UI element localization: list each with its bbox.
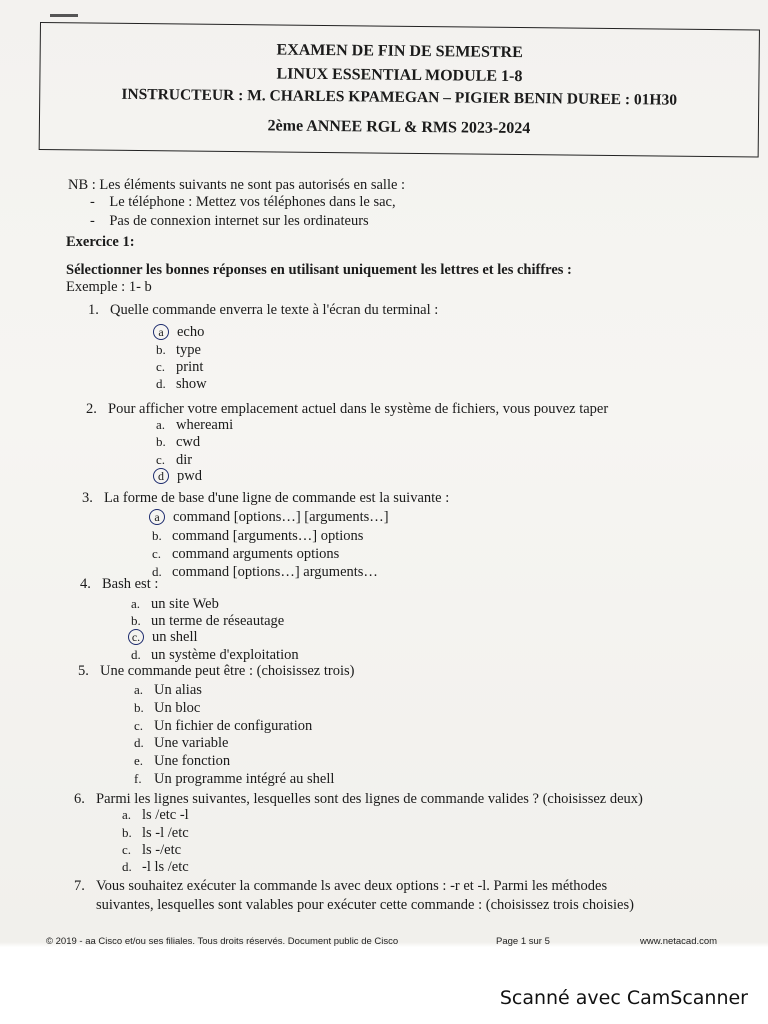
answer-option [122,858,189,876]
option-text: show [176,376,207,392]
option-letter: c. [156,359,166,374]
answer-option [152,563,378,581]
option-letter: a. [156,417,166,432]
question-1 [88,302,438,319]
answer-option [134,734,228,752]
option-text: command [options…] arguments… [172,564,378,580]
answer-option [152,527,363,545]
option-text: Un programme intégré au shell [154,771,335,787]
option-letter: c. [152,546,162,561]
option-text: ls -l /etc [142,825,189,841]
answer-option [156,324,204,341]
circled-answer-letter: a [149,509,165,525]
option-text: whereami [176,417,234,433]
option-letter: a. [122,807,132,822]
header-title: EXAMEN DE FIN DE SEMESTRE [276,41,523,62]
option-letter: c. [122,842,132,857]
option-letter: b. [156,342,166,357]
footer-page-number: Page 1 sur 5 [496,936,550,947]
answer-option [131,646,299,664]
question-number: 1. [88,302,99,318]
circled-answer-letter: c. [128,629,144,645]
header-instructor: INSTRUCTEUR : M. CHARLES KPAMEGAN – PIGIER BENIN DUREE : 01H30 [121,85,678,109]
question-text: La forme de base d'une ligne de commande est la suivante : [104,490,450,506]
footer-copyright: © 2019 - aa Cisco et/ou ses filiales. Tous droits réservés. Document public de Cisco [46,936,399,947]
option-text: un terme de réseautage [151,613,285,629]
option-text: command [options…] [arguments…] [173,509,389,525]
camscanner-watermark: Scanné avec CamScanner [499,987,748,1009]
answer-option [152,509,389,526]
question-number: 7. [74,878,85,894]
question-text: Une commande peut être : (choisissez trois) [100,663,355,679]
nb-intro: NB : Les éléments suivants ne sont pas autorisés en salle : [68,177,406,193]
question-text: Bash est : [102,576,159,592]
answer-option [134,681,202,699]
answer-option [122,841,181,859]
answer-option [156,433,200,451]
option-text: pwd [177,468,202,484]
option-letter: b. [122,825,132,840]
question-number: 6. [74,791,85,807]
question-number: 5. [78,663,89,679]
question-text-continued: suivantes, lesquelles sont valables pour exécuter cette commande : (choisissez trois choisies) [96,897,634,913]
answer-option [122,824,189,842]
answer-option [156,341,201,359]
answer-option [134,699,200,717]
circled-answer-letter: d [153,468,169,484]
option-text: Un bloc [154,700,201,716]
option-letter: f. [134,771,142,786]
question-text: Pour afficher votre emplacement actuel dans le système de fichiers, vous pouvez taper [108,401,609,417]
question-number: 4. [80,576,91,592]
option-text: print [176,359,204,375]
answer-option [152,545,339,563]
option-text: un système d'exploitation [151,647,299,663]
option-letter: d. [131,647,141,662]
option-letter: e. [134,753,144,768]
option-letter: a. [134,682,144,697]
option-text: un shell [152,629,198,645]
option-text: -l ls /etc [142,859,189,875]
header-year: 2ème ANNEE RGL & RMS 2023-2024 [267,117,531,138]
answer-option [156,468,202,485]
question-number: 2. [86,401,97,417]
option-letter: b. [156,434,166,449]
option-letter: b. [134,700,144,715]
circled-answer-letter: a [153,324,169,340]
header-module: LINUX ESSENTIAL MODULE 1-8 [276,65,523,86]
option-letter: c. [134,718,144,733]
nb-item: - Pas de connexion internet sur les ordinateurs [90,213,369,229]
answer-option [131,595,219,613]
question-text: Parmi les lignes suivantes, lesquelles sont des lignes de commande valides ? (choisissez deux) [96,791,643,807]
exercise-title: Exercice 1: [66,234,135,250]
answer-option [134,770,334,788]
answer-option [156,375,207,393]
footer-site: www.netacad.com [640,936,718,947]
option-text: Un fichier de configuration [154,718,313,734]
option-letter: b. [152,528,162,543]
question-3 [82,490,449,507]
option-text: cwd [176,434,201,450]
answer-option [156,416,233,434]
option-text: Un alias [154,682,202,698]
nb-item-text: Pas de connexion internet sur les ordinateurs [109,213,369,229]
question-number: 3. [82,490,93,506]
option-letter: b. [131,613,141,628]
option-text: Une fonction [154,753,231,769]
question-4 [80,576,158,593]
question-text: Vous souhaitez exécuter la commande ls avec deux options : -r et -l. Parmi les méthodes [96,878,608,894]
option-letter: c. [156,452,166,467]
nb-item-text: Le téléphone : Mettez vos téléphones dans le sac, [109,194,396,210]
question-text: Quelle commande enverra le texte à l'écran du terminal : [110,302,439,318]
option-text: command [arguments…] options [172,528,364,544]
exercise-example: Exemple : 1- b [66,279,152,295]
nb-item: - Le téléphone : Mettez vos téléphones dans le sac, [90,194,396,210]
option-text: ls -/etc [142,842,182,858]
exercise-instruction: Sélectionner les bonnes réponses en utilisant uniquement les lettres et les chiffres : [66,262,572,278]
option-letter: d. [134,735,144,750]
option-letter: d. [152,564,162,579]
option-text: un site Web [151,596,219,612]
answer-option [156,451,192,469]
question-7 [74,878,607,895]
answer-option [131,612,284,630]
answer-option [156,358,203,376]
option-letter: d. [156,376,166,391]
option-text: type [176,342,201,358]
option-text: dir [176,452,193,468]
option-text: Une variable [154,735,229,751]
option-letter: d. [122,859,132,874]
answer-option [134,717,312,735]
option-text: command arguments options [172,546,340,562]
answer-option [134,752,230,770]
option-text: ls /etc -l [142,807,189,823]
option-letter: a. [131,596,141,611]
answer-option [122,806,189,824]
question-5 [78,663,354,680]
answer-option [131,629,198,646]
option-text: echo [177,324,205,340]
